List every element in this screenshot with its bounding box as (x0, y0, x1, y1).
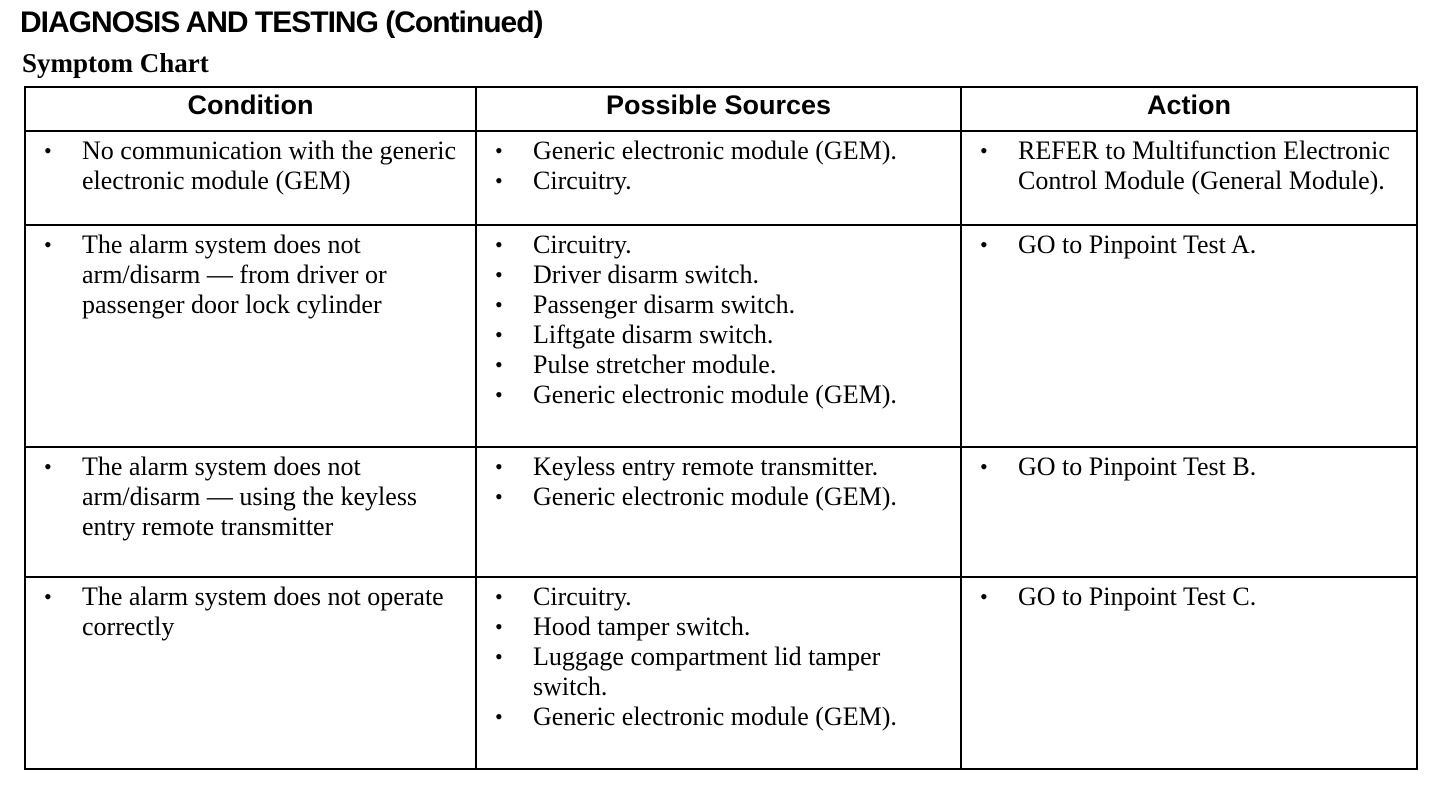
bullet-icon: • (980, 584, 988, 609)
list-item (485, 612, 952, 642)
list-item-text: Generic electronic module (GEM). (533, 136, 897, 165)
bullet-icon: • (495, 292, 503, 317)
bullet-icon: • (980, 138, 988, 163)
list-item-text: Generic electronic module (GEM). (533, 482, 897, 511)
bullet-icon: • (495, 704, 503, 729)
bullet-icon: • (495, 454, 503, 479)
possible-sources-cell (476, 447, 961, 577)
list-item-text: Circuitry. (533, 582, 632, 611)
possible-sources-cell (476, 131, 961, 225)
bullet-icon: • (495, 644, 503, 669)
action-cell (961, 577, 1417, 769)
bullet-icon: • (980, 454, 988, 479)
condition-cell (25, 447, 476, 577)
list-item-text: No communication with the generic electronic module (GEM) (82, 136, 457, 195)
bullet-list (485, 582, 952, 732)
list-item-text: GO to Pinpoint Test A. (1018, 230, 1257, 259)
bullet-list (485, 136, 952, 196)
bullet-list (970, 230, 1408, 260)
bullet-icon: • (495, 352, 503, 377)
action-cell (961, 131, 1417, 225)
list-item (34, 230, 467, 320)
list-item-text: REFER to Multifunction Electronic Control Module (General Module). (1018, 136, 1390, 195)
header-row (25, 87, 1417, 131)
bullet-icon: • (495, 168, 503, 193)
bullet-icon: • (44, 138, 52, 163)
list-item-text: Liftgate disarm switch. (533, 320, 774, 349)
list-item (485, 350, 952, 380)
list-item-text: Driver disarm switch. (533, 260, 760, 289)
list-item (485, 290, 952, 320)
list-item (34, 136, 467, 196)
list-item (485, 380, 952, 410)
list-item (485, 702, 952, 732)
list-item-text: Circuitry. (533, 166, 632, 195)
condition-cell (25, 577, 476, 769)
condition-cell (25, 131, 476, 225)
list-item (485, 642, 952, 702)
list-item-text: The alarm system does not arm/disarm — using the keyless entry remote transmitter (82, 452, 418, 541)
condition-cell (25, 225, 476, 447)
list-item (485, 452, 952, 482)
list-item (485, 136, 952, 166)
table-row (25, 225, 1417, 447)
bullet-icon: • (980, 232, 988, 257)
action-cell (961, 447, 1417, 577)
table-row (25, 577, 1417, 769)
list-item (970, 582, 1408, 612)
list-item-text: Generic electronic module (GEM). (533, 380, 897, 409)
list-item-text: Circuitry. (533, 230, 632, 259)
bullet-icon: • (495, 232, 503, 257)
page-title: DIAGNOSIS AND TESTING (Continued) (20, 6, 543, 39)
list-item-text: The alarm system does not operate correctly (82, 582, 444, 641)
bullet-list (485, 452, 952, 512)
bullet-icon: • (495, 262, 503, 287)
list-item (485, 260, 952, 290)
bullet-list (34, 582, 467, 642)
bullet-list (970, 452, 1408, 482)
bullet-list (34, 136, 467, 196)
list-item (970, 230, 1408, 260)
list-item-text: Keyless entry remote transmitter. (533, 452, 879, 481)
list-item (34, 582, 467, 642)
action-cell (961, 225, 1417, 447)
symptom-chart-table (24, 86, 1418, 770)
list-item (485, 320, 952, 350)
list-item-text: Luggage compartment lid tamper switch. (533, 642, 881, 701)
list-item-text: Generic electronic module (GEM). (533, 702, 897, 731)
possible-sources-cell (476, 577, 961, 769)
list-item (970, 452, 1408, 482)
list-item (485, 482, 952, 512)
column-header-action: Action (961, 87, 1417, 131)
list-item (485, 230, 952, 260)
bullet-icon: • (495, 614, 503, 639)
bullet-icon: • (44, 454, 52, 479)
bullet-list (970, 136, 1408, 196)
table-row (25, 131, 1417, 225)
bullet-icon: • (44, 232, 52, 257)
list-item-text: GO to Pinpoint Test B. (1018, 452, 1257, 481)
bullet-icon: • (495, 484, 503, 509)
list-item (34, 452, 467, 542)
list-item (970, 136, 1408, 196)
bullet-icon: • (495, 382, 503, 407)
list-item-text: Passenger disarm switch. (533, 290, 796, 319)
bullet-icon: • (495, 138, 503, 163)
table-row (25, 447, 1417, 577)
bullet-list (34, 230, 467, 320)
possible-sources-cell (476, 225, 961, 447)
list-item (485, 582, 952, 612)
list-item-text: GO to Pinpoint Test C. (1018, 582, 1257, 611)
bullet-icon: • (495, 584, 503, 609)
list-item-text: The alarm system does not arm/disarm — from driver or passenger door lock cylinder (82, 230, 387, 319)
column-header-condition: Condition (25, 87, 476, 131)
column-header-possible-sources: Possible Sources (476, 87, 961, 131)
bullet-icon: • (44, 584, 52, 609)
bullet-list (485, 230, 952, 410)
bullet-list (970, 582, 1408, 612)
list-item (485, 166, 952, 196)
list-item-text: Pulse stretcher module. (533, 350, 777, 379)
list-item-text: Hood tamper switch. (533, 612, 751, 641)
section-title: Symptom Chart (22, 48, 209, 78)
bullet-icon: • (495, 322, 503, 347)
bullet-list (34, 452, 467, 542)
